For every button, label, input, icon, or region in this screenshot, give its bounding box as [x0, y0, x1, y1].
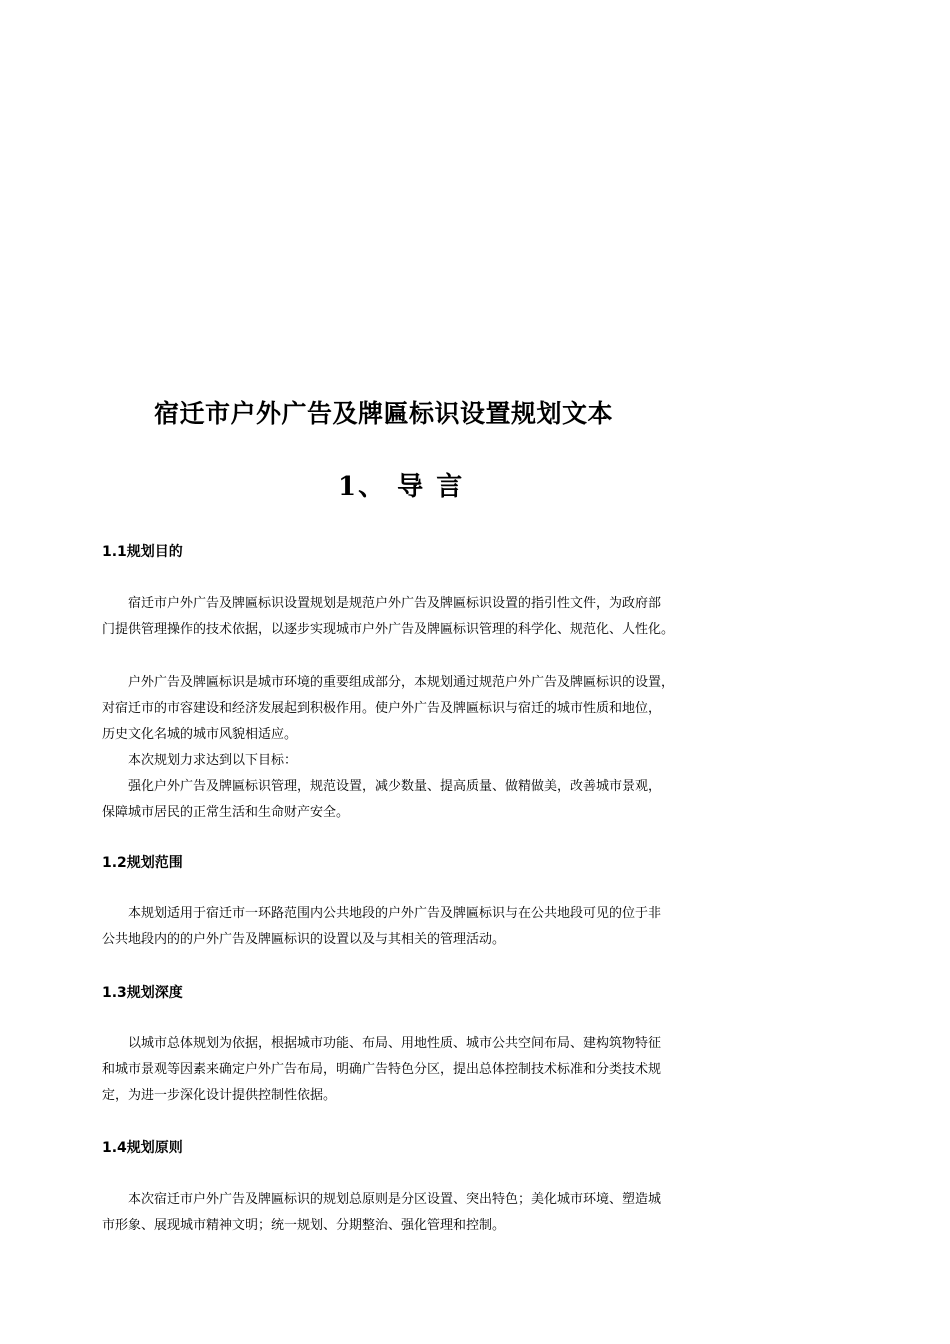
- section-1-2-paragraph-1: [102, 901, 702, 953]
- text-line: 历史文化名城的城市风貌相适应。: [102, 727, 298, 742]
- text-line: 门提供管理操作的技术依据，以逐步实现城市户外广告及牌匾标识管理的科学化、规范化、人性化。: [102, 622, 675, 637]
- section-heading-1-3: 1.3规划深度: [102, 985, 183, 1001]
- text-line: 以城市总体规划为依据，根据城市功能、布局、用地性质、城市公共空间布局、建构筑物特征: [128, 1036, 662, 1051]
- text-line: 本次宿迁市户外广告及牌匾标识的规划总原则是分区设置、突出特色；美化城市环境、塑造城: [128, 1192, 662, 1207]
- text-line: 宿迁市户外广告及牌匾标识设置规划是规范户外广告及牌匾标识设置的指引性文件，为政府部: [128, 596, 662, 611]
- text-line: 本次规划力求达到以下目标：: [128, 753, 298, 768]
- section-1-4-paragraph-1: [102, 1187, 702, 1239]
- section-heading-1-4: 1.4规划原则: [102, 1140, 183, 1156]
- section-1-1-paragraph-1: [102, 591, 702, 643]
- section-1-1-paragraph-2: [102, 670, 702, 826]
- section-heading-1-1: 1.1规划目的: [102, 544, 183, 560]
- text-line: 公共地段内的的户外广告及牌匾标识的设置以及与其相关的管理活动。: [102, 932, 506, 947]
- text-line: 对宿迁市的市容建设和经济发展起到积极作用。使户外广告及牌匾标识与宿迁的城市性质和地位，: [102, 701, 662, 716]
- text-line: 定，为进一步深化设计提供控制性依据。: [102, 1088, 337, 1103]
- text-line: 户外广告及牌匾标识是城市环境的重要组成部分，本规划通过规范户外广告及牌匾标识的设置，: [128, 675, 675, 690]
- chapter-title: 1、 导 言: [338, 472, 465, 502]
- text-line: 和城市景观等因素来确定户外广告布局，明确广告特色分区，提出总体控制技术标准和分类技术规: [102, 1062, 662, 1077]
- text-line: 本规划适用于宿迁市一环路范围内公共地段的户外广告及牌匾标识与在公共地段可见的位于非: [128, 906, 662, 921]
- section-1-3-paragraph-1: [102, 1031, 702, 1109]
- section-heading-1-2: 1.2规划范围: [102, 855, 183, 871]
- text-line: 强化户外广告及牌匾标识管理，规范设置，减少数量、提高质量、做精做美，改善城市景观，: [128, 779, 662, 794]
- text-line: 保障城市居民的正常生活和生命财产安全。: [102, 805, 350, 820]
- text-line: 市形象、展现城市精神文明；统一规划、分期整治、强化管理和控制。: [102, 1218, 506, 1233]
- document-title: 宿迁市户外广告及牌匾标识设置规划文本: [154, 399, 614, 428]
